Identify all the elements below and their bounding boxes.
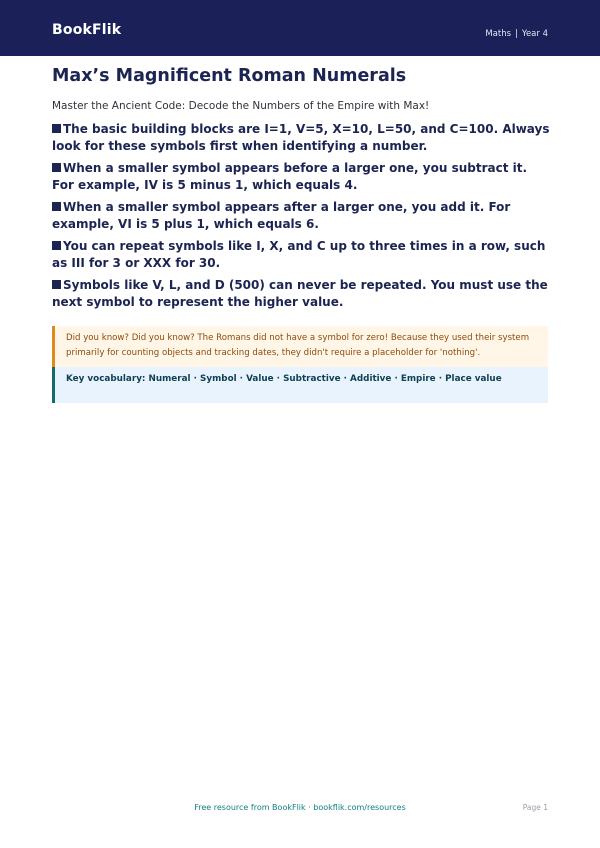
key-vocabulary: Key vocabulary: Numeral · Symbol · Value · Subtractive · Additive · Empire · Place value [52,367,548,403]
list-item [52,238,552,272]
year-label: Year 4 [521,29,548,39]
list-item-text: When a smaller symbol appears after a larger one, you add it. For example, VI is 5 plus 1, which equals 6. [52,200,511,231]
list-item [52,199,552,233]
list-item [52,121,552,155]
square-bullet-icon [52,163,61,172]
subject-label: Maths [485,29,512,39]
square-bullet-icon [52,124,61,133]
page-number: Page 1 [522,803,548,812]
footer-link[interactable]: Free resource from BookFlik · bookflik.com/resources [194,803,406,812]
square-bullet-icon [52,202,61,211]
header-meta [485,29,548,39]
meta-separator: | [515,29,518,39]
page-title: Max’s Magnificent Roman Numerals [52,66,407,86]
square-bullet-icon [52,280,61,289]
key-points-list [52,121,552,316]
list-item-text: Symbols like V, L, and D (500) can never be repeated. You must use the next symbol to represent the higher value. [52,278,548,309]
list-item [52,277,552,311]
list-item [52,160,552,194]
list-item-text: You can repeat symbols like I, X, and C up to three times in a row, such as III for 3 or XXX for 30. [52,239,546,270]
brand-logo-text[interactable]: BookFlik [52,22,122,38]
list-item-text: When a smaller symbol appears before a larger one, you subtract it. For example, IV is 5 minus 1, which equals 4. [52,161,528,192]
callout-box [52,326,548,403]
list-item-text: The basic building blocks are I=1, V=5, X=10, L=50, and C=100. Always look for these symbols first when identifying a number. [52,122,550,153]
page-header [0,0,600,56]
did-you-know-note: Did you know? Did you know? The Romans did not have a symbol for zero! Because they used their system primarily for counting objects and tracking dates, they didn't require a placeholder for 'nothing'. [52,326,548,367]
square-bullet-icon [52,241,61,250]
page-subtitle: Master the Ancient Code: Decode the Numbers of the Empire with Max! [52,100,430,112]
